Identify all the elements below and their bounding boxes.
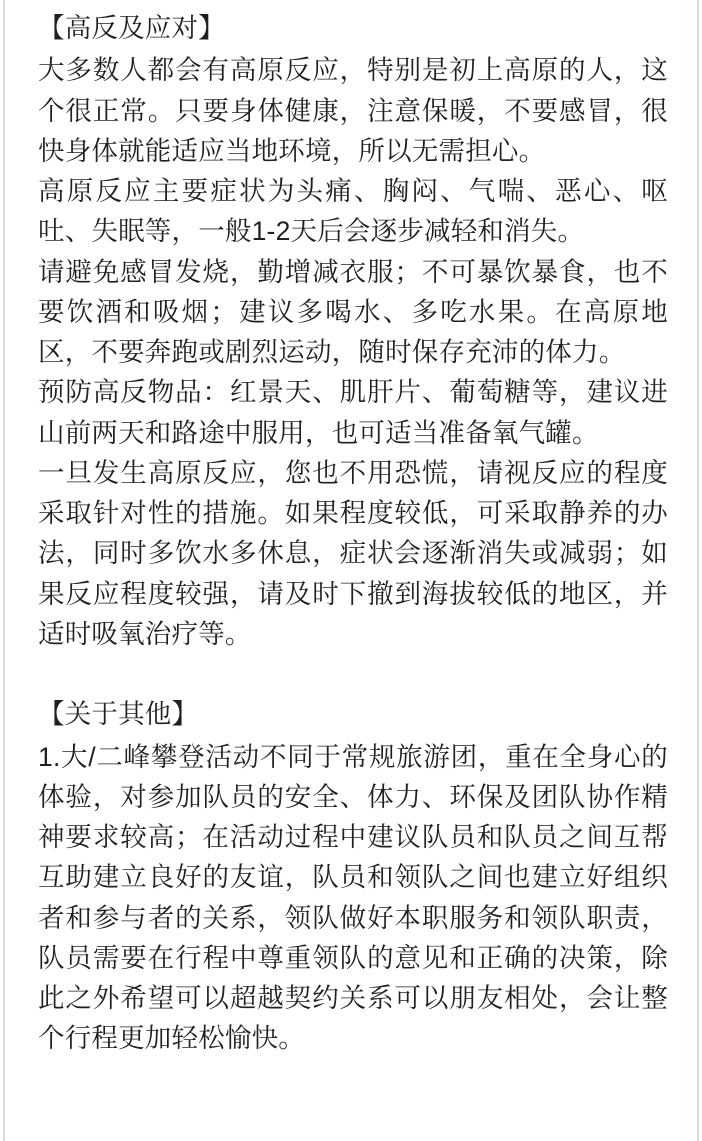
paragraph: 请避免感冒发烧，勤增减衣服；不可暴饮暴食，也不要饮酒和吸烟；建议多喝水、多吃水果。在高原地区，不要奔跑或剧烈运动，随时保存充沛的体力。 <box>38 256 668 368</box>
left-border-rule <box>3 0 5 1141</box>
paragraph: 大多数人都会有高原反应，特别是初上高原的人，这个很正常。只要身体健康，注意保暖，不要感冒，很快身体就能适应当地环境，所以无需担心。 <box>38 55 668 166</box>
paragraph: 1.大/二峰攀登活动不同于常规旅游团，重在全身心的体验，对参加队员的安全、体力、环保及团队协作精神要求较高；在活动过程中建议队员和队员之间互帮互助建立良好的友谊，队员和领队之间也建立好组织者和参与者的关系，领队做好本职服务和领队职责，队员需要在行程中尊重领队的意见和正确的决策，除此之外希望可以超越契约关系可以朋友相处，会让整个行程更加轻松愉快。 <box>38 741 668 1054</box>
paragraph: 预防高反物品：红景天、肌肝片、葡萄糖等，建议进山前两天和路途中服用，也可适当准备氧气罐。 <box>38 377 668 448</box>
section-spacer <box>38 654 668 694</box>
section-other-notes <box>38 694 668 1058</box>
section-heading: 【关于其他】 <box>38 699 199 730</box>
paragraph: 高原反应主要症状为头痛、胸闷、气喘、恶心、呕吐、失眠等，一般1-2天后会逐步减轻和消失。 <box>38 176 668 247</box>
right-border-rule <box>697 0 699 1141</box>
section-heading: 【高反及应对】 <box>38 13 225 43</box>
section-altitude-sickness <box>38 8 668 654</box>
paragraph: 一旦发生高原反应，您也不用恐慌，请视反应的程度采取针对性的措施。如果程度较低，可采取静养的办法，同时多饮水多休息，症状会逐渐消失或减弱；如果反应程度较强，请及时下撤到海拔较低的地区，并适时吸氧治疗等。 <box>38 457 668 649</box>
